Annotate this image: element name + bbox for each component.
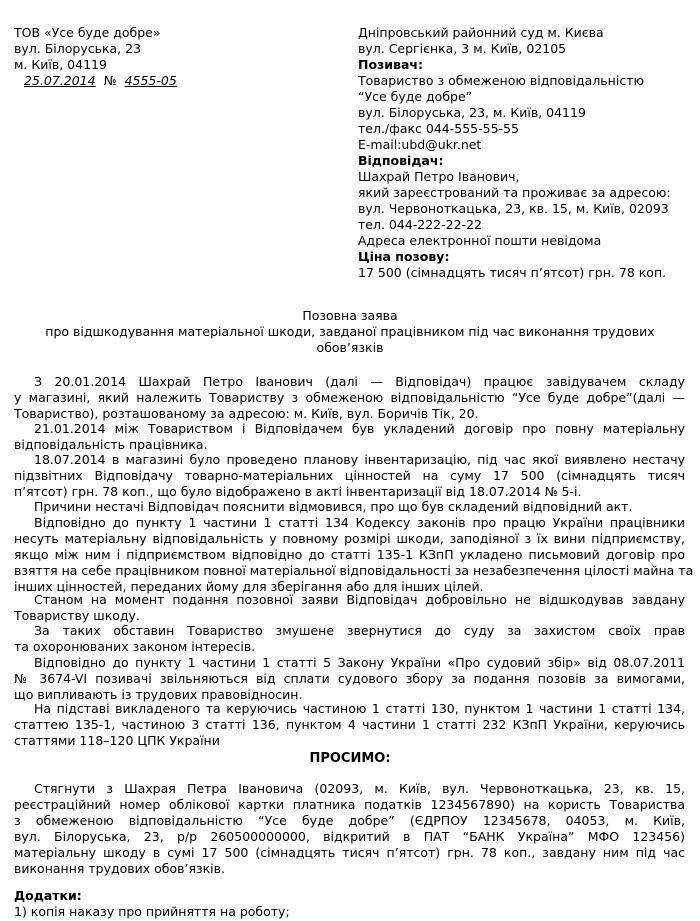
paragraph-line: з обмеженою відповідальністю “Усе буде добре” (ЄДРПОУ 12345678, 04053, м. Київ,: [14, 813, 685, 828]
defendant-line: який зареєстрований та проживає за адресою:: [358, 185, 671, 200]
body-paragraph: [14, 515, 694, 595]
defendant-line: Адреса електронної пошти невідома: [358, 233, 602, 248]
plaintiff-line: Товариство з обмеженою відповідальністю: [358, 73, 644, 88]
body-paragraph: [14, 452, 685, 500]
plaintiff-line: вул. Білоруська, 23, м. Київ, 04119: [358, 105, 586, 120]
attachment-item: 1) копія наказу про прийняття на роботу;: [14, 904, 290, 919]
paragraph-line: Відповідно до пункту 1 частини 1 статті 134 Кодексу законів про працю України працівники: [34, 515, 685, 530]
plaintiff-line: E-mail:ubd@ukr.net: [358, 137, 482, 152]
paragraph-line: Товариство), розташованому за адресою: м. Київ, вул. Боричів Тік, 20.: [14, 406, 479, 421]
plaintiff-line: тел./факс 044-555-55-55: [358, 121, 519, 136]
paragraph-line: статтею 135-1, частиною 3 статті 136, пунктом 4 частини 1 статті 232 КЗпП України, керуючись: [14, 717, 685, 732]
document-subtitle: про відшкодування матеріальної шкоди, завданої працівником під час виконання трудових: [45, 324, 655, 339]
paragraph-line: виконання трудових обов’язків.: [14, 861, 225, 876]
court-address: вул. Сергієнка, 3 м. Київ, 02105: [358, 41, 567, 56]
paragraph-line: Стягнути з Шахрая Петра Івановича (02093, м. Київ, вул. Червоноткацька, 23, кв. 15,: [34, 781, 685, 796]
defendant-line: Шахрай Петро Іванович,: [358, 169, 520, 184]
paragraph-line: що випливають із трудових правовідносин.: [14, 687, 303, 702]
body-paragraph: [14, 701, 685, 749]
claim-price-value: 17 500 (сімнадцять тисяч п’ятсот) грн. 78 коп.: [358, 265, 667, 280]
document-subtitle-cont: обов’язків: [316, 340, 384, 355]
paragraph-line: якщо між ним і підприємством відповідно до статті 135-1 КЗпП укладено письмовий договір про: [14, 547, 685, 562]
court-name: Дніпровський районний суд м. Києва: [358, 25, 604, 40]
sender-street: вул. Білоруська, 23: [14, 41, 142, 56]
paragraph-line: 21.01.2014 між Товариством і Відповідачем був укладений договір про повну матеріальну: [34, 421, 685, 436]
paragraph-line: реєстраційний номер облікової картки платника податків 1234567890) на користь Товариства: [14, 797, 685, 812]
body-paragraph: [14, 655, 685, 703]
defendant-label: Відповідач:: [358, 153, 444, 168]
sender-name: ТОВ «Усе буде добре»: [14, 25, 161, 40]
number-sign: №: [103, 73, 117, 88]
claim-price-label: Ціна позову:: [358, 249, 450, 264]
document-title: Позовна заява: [302, 308, 398, 323]
paragraph-line: № 3674-VI позивачі звільняються від сплати судового збору за подання позовів за вимогами,: [14, 671, 685, 686]
outgoing-reference: [14, 73, 191, 89]
body-paragraph: [14, 374, 685, 422]
paragraph-line: Відповідно до пункту 1 частини 1 статті 5 Закону України «Про судовий збір» від 08.07.2011: [34, 655, 685, 670]
paragraph-line: Причини нестачі Відповідач пояснити відмовився, про що був складений відповідний акт.: [34, 499, 633, 514]
paragraph-line: п’ятсот) грн. 78 коп., що було відображено в акті інвентаризації від 18.07.2014 № 5-і.: [14, 484, 582, 499]
paragraph-line: 18.07.2014 в магазині було проведено планову інвентаризацію, під час якої виявлено нестачу: [34, 452, 685, 467]
request-paragraph: [14, 781, 685, 877]
body-paragraph: [14, 499, 685, 515]
paragraph-line: взяття на себе працівником повної матеріальної відповідальності за незабезпечення цілості майна та: [14, 563, 694, 578]
plaintiff-line: “Усе буде добре”: [358, 89, 473, 104]
body-paragraph: [14, 592, 685, 624]
paragraph-line: у магазині, який належить Товариству з обмеженою відповідальністю “Усе буде добре”(далі —: [14, 390, 685, 405]
paragraph-line: Станом на момент подання позовної заяви Відповідач добровільно не відшкодував завдану: [34, 592, 685, 607]
sender-city: м. Київ, 04119: [14, 57, 107, 72]
paragraph-line: інших цінностей, переданих йому для зберігання або для інших цілей.: [14, 579, 484, 594]
paragraph-line: матеріальну шкоду в сумі 17 500 (сімнадцять тисяч п’ятсот) грн. 78 коп., завдану ним під час: [14, 845, 685, 860]
outgoing-date: 25.07.2014: [24, 73, 96, 88]
plaintiff-label: Позивач:: [358, 57, 423, 72]
paragraph-line: статтями 118–120 ЦПК України: [14, 733, 220, 748]
paragraph-line: На підставі викладеного та керуючись частиною 1 статті 130, пунктом 1 частини 1 статті 134,: [34, 701, 685, 716]
paragraph-line: відповідальність працівника.: [14, 437, 208, 452]
paragraph-line: Товариству шкоду.: [14, 608, 140, 623]
defendant-line: тел. 044-222-22-22: [358, 217, 482, 232]
defendant-line: вул. Червоноткацька, 23, кв. 15, м. Київ, 02093: [358, 201, 669, 216]
body-paragraph: [14, 421, 685, 453]
outgoing-number: 4555-05: [124, 73, 177, 88]
paragraph-line: та охоронюваних законом інтересів.: [14, 639, 256, 654]
request-heading: ПРОСИМО:: [309, 751, 391, 766]
body-paragraph: [14, 623, 685, 655]
attachments-label: Додатки:: [14, 888, 82, 903]
paragraph-line: За таких обставин Товариство змушене звернутися до суду за захистом своїх прав: [34, 623, 685, 638]
paragraph-line: вул. Білоруська, 23, р/р 260500000000, відкритий в ПАТ “БАНК Україна” МФО 123456): [14, 829, 685, 844]
paragraph-line: несуть матеріальну відповідальність у повному розмірі шкоди, заподіяної з їх вини підприємству,: [14, 531, 685, 546]
paragraph-line: підзвітних Відповідачу товарно-матеріальних цінностей на суму 17 500 (сімнадцять тисяч: [14, 468, 685, 483]
paragraph-line: З 20.01.2014 Шахрай Петро Іванович (далі — Відповідач) працює завідувачем складу: [34, 374, 685, 389]
